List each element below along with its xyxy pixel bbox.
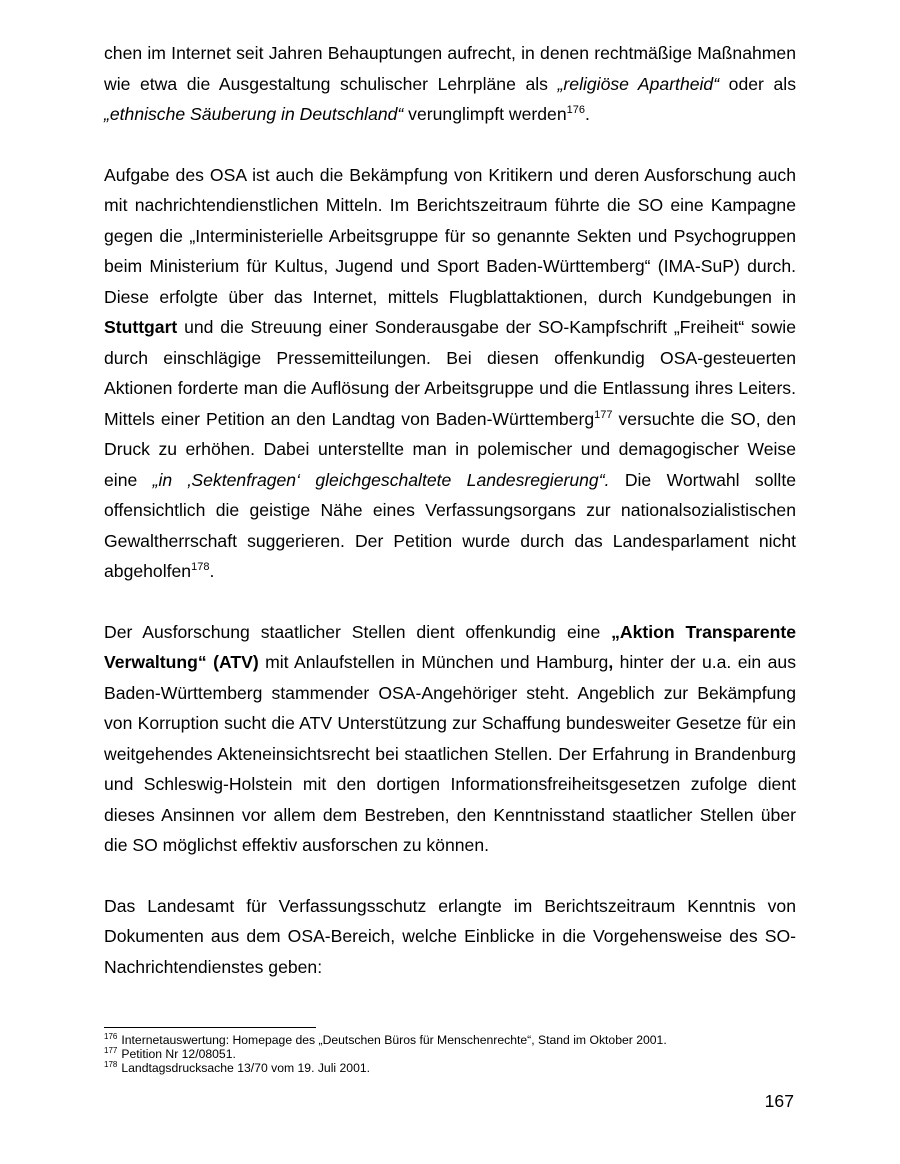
text-run: .	[584, 104, 590, 124]
text-run: Die Wortwahl sollte offensichtlich die geistige Nähe eines Verfassungsorgans zur nationalsozialistischen Gewaltherrschaft suggerieren. Der Petition wurde durch das Landesparlament nicht abgeholfen	[104, 469, 796, 581]
footnote-text: Internetauswertung: Homepage des „Deutschen Büros für Menschenrechte“, Stand im Oktober 2001.	[121, 1033, 667, 1047]
footnote-number: 178	[104, 1060, 118, 1070]
text-run: Aufgabe des OSA ist auch die Bekämpfung von Kritikern und deren Ausforschung auch mit nachrichtendienstlichen Mitteln. Im Berichtszeitraum führte die SO eine Kampagne gegen die „Interministerielle Arbeitsgruppe für so genannte Sekten und Psychogruppen beim Ministerium für Kultus, Jugend und Sport Baden-Württemberg“ (IMA-SuP) durch. Diese erfolgte über das Internet, mittels Flugblattaktionen, durch Kundgebungen in	[104, 164, 796, 307]
footnote-178	[104, 1061, 796, 1075]
bold-term: „Aktion Transparente Verwaltung“ (ATV)	[104, 621, 796, 672]
footnotes	[104, 1027, 796, 1076]
footnote-ref-178[interactable]: 178	[191, 561, 210, 573]
text-run: mit Anlaufstellen in München und Hamburg	[258, 652, 609, 672]
bold-comma: ,	[608, 652, 614, 672]
text-run: .	[209, 561, 215, 581]
footnote-separator	[104, 1027, 316, 1028]
footnote-text: Petition Nr 12/08051.	[121, 1047, 236, 1062]
footnote-176	[104, 1033, 796, 1047]
text-run: Das Landesamt für Verfassungsschutz erlangte im Berichtszeitraum Kenntnis von Dokumenten aus dem OSA-Bereich, welche Einblicke in die Vorgehensweise des SO-Nachrichtendienstes geben:	[104, 895, 796, 977]
footnote-number: 176	[104, 1032, 118, 1041]
text-run: Der Ausforschung staatlicher Stellen dient offenkundig eine	[104, 621, 612, 642]
quote-italic: „in ‚Sektenfragen‘ gleichgeschaltete Landesregierung“.	[152, 469, 610, 490]
paragraph-2	[104, 160, 796, 587]
text-run: versuchte die SO, den Druck zu erhöhen. Dabei unterstellte man in polemischer und demagogischer Weise eine	[104, 408, 796, 490]
text-run: chen im Internet seit Jahren Behauptungen aufrecht, in denen rechtmäßige Maßnahmen wie etwa die Ausgestaltung schulischer Lehrpläne als	[104, 43, 796, 94]
quote-italic: „ethnische Säuberung in Deutschland“	[104, 104, 404, 124]
quote-italic: „religiöse Apartheid“	[557, 73, 720, 94]
footnote-number: 177	[104, 1046, 118, 1056]
footnote-ref-176[interactable]: 176	[566, 104, 585, 116]
text-run: verunglimpft werden	[403, 104, 567, 124]
text-run: und die Streuung einer Sonderausgabe der SO-Kampfschrift „Freiheit“ sowie durch einschlägige Pressemitteilungen. Bei diesen offenkundig OSA-gesteuerten Aktionen forderte man die Auflösung der Arbeitsgruppe und die Entlassung ihres Leiters. Mittels einer Petition an den Landtag von Baden-Württemberg	[104, 317, 796, 429]
paragraph-1	[104, 38, 796, 130]
footnote-177	[104, 1047, 796, 1061]
footnote-ref-177[interactable]: 177	[594, 408, 613, 421]
text-run: oder als	[719, 73, 796, 94]
paragraph-4	[104, 891, 796, 983]
text-run: hinter der u.a. ein aus Baden-Württemberg stammender OSA-Angehöriger steht. Angeblich zur Bekämpfung von Korruption sucht die ATV Unterstützung zur Schaffung bundesweiter Gesetze für ein weitgehendes Akteneinsichtsrecht bei staatlichen Stellen. Der Erfahrung in Brandenburg und Schleswig-Holstein mit den dortigen Informationsfreiheitsgesetzen zufolge dient dieses Ansinnen vor allem dem Bestreben, den Kenntnisstand staatlicher Stellen über die SO möglichst effektiv ausforschen zu können.	[104, 652, 797, 855]
bold-city: Stuttgart	[104, 317, 178, 337]
page-number: 167	[764, 1091, 794, 1111]
footnote-text: Landtagsdrucksache 13/70 vom 19. Juli 2001.	[121, 1061, 371, 1076]
paragraph-3	[104, 617, 796, 861]
document-body	[104, 38, 796, 982]
